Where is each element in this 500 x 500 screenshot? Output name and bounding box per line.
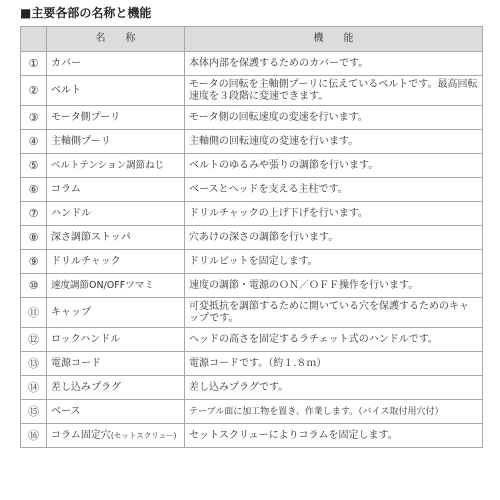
part-function: ドリルビットを固定します。	[185, 250, 483, 274]
part-name: キャップ	[47, 298, 185, 328]
table-row	[21, 400, 483, 424]
row-number: ⑬	[21, 352, 47, 376]
row-number: ⑧	[21, 226, 47, 250]
part-name-note: (セットスクリュー)	[110, 430, 177, 440]
part-function: テーブル面に加工物を置き、作業します。（バイス取付用穴付）	[185, 400, 483, 424]
row-number: ⑭	[21, 376, 47, 400]
part-name: ハンドル	[47, 202, 185, 226]
table-row	[21, 328, 483, 352]
part-name: 電源コード	[47, 352, 185, 376]
part-function: 差し込みプラグです。	[185, 376, 483, 400]
row-number: ⑨	[21, 250, 47, 274]
part-function: モータの回転を主軸側プーリに伝えているベルトです。最高回転速度を３段階に変速できます。	[185, 76, 483, 106]
part-function: セットスクリューによりコラムを固定します。	[185, 424, 483, 448]
table-row	[21, 130, 483, 154]
row-number: ⑩	[21, 274, 47, 298]
part-function: 本体内部を保護するためのカバーです。	[185, 52, 483, 76]
part-name: 速度調節ON/OFFツマミ	[47, 274, 185, 298]
row-number: ⑯	[21, 424, 47, 448]
table-row	[21, 154, 483, 178]
part-name: ドリルチャック	[47, 250, 185, 274]
row-number: ⑤	[21, 154, 47, 178]
part-name-cell	[47, 424, 185, 448]
row-number: ②	[21, 76, 47, 106]
row-number: ⑪	[21, 298, 47, 328]
table-row	[21, 178, 483, 202]
part-function: ヘッドの高さを固定するラチェット式のハンドルです。	[185, 328, 483, 352]
row-number: ⑥	[21, 178, 47, 202]
header-name: 名 称	[47, 27, 185, 52]
row-number: ④	[21, 130, 47, 154]
part-function: 可変抵抗を調節するために開いている穴を保護するためのキャップです。	[185, 298, 483, 328]
part-function: ドリルチャックの上げ下げを行います。	[185, 202, 483, 226]
part-function: ベースとヘッドを支える主柱です。	[185, 178, 483, 202]
row-number: ③	[21, 106, 47, 130]
table-row	[21, 250, 483, 274]
part-name: 差し込みプラグ	[47, 376, 185, 400]
row-number: ⑦	[21, 202, 47, 226]
table-header-row	[21, 27, 483, 52]
part-name: カバー	[47, 52, 185, 76]
table-row	[21, 352, 483, 376]
table-row	[21, 424, 483, 448]
row-number: ⑫	[21, 328, 47, 352]
header-number	[21, 27, 47, 52]
part-name: ロックハンドル	[47, 328, 185, 352]
table-row	[21, 106, 483, 130]
part-function: 電源コードです。（約１.８ｍ）	[185, 352, 483, 376]
part-name: 主軸側プーリ	[47, 130, 185, 154]
header-function: 機 能	[185, 27, 483, 52]
table-row	[21, 274, 483, 298]
part-name: 深さ調節ストッパ	[47, 226, 185, 250]
section-title: ■主要各部の名称と機能	[20, 6, 152, 20]
table-row	[21, 226, 483, 250]
table-row	[21, 376, 483, 400]
part-function: 速度の調節・電源のＯＮ／ＯＦＦ操作を行います。	[185, 274, 483, 298]
row-number: ⑮	[21, 400, 47, 424]
part-function: ベルトのゆるみや張りの調節を行います。	[185, 154, 483, 178]
table-row	[21, 298, 483, 328]
table-row	[21, 52, 483, 76]
table-row	[21, 76, 483, 106]
parts-table	[20, 26, 483, 448]
part-name: ベルト	[47, 76, 185, 106]
part-name: ベース	[47, 400, 185, 424]
part-name: ベルトテンション調節ねじ	[47, 154, 185, 178]
part-function: 穴あけの深さの調節を行います。	[185, 226, 483, 250]
part-function: モータ側の回転速度の変速を行います。	[185, 106, 483, 130]
part-name: モータ側プーリ	[47, 106, 185, 130]
row-number: ①	[21, 52, 47, 76]
table-row	[21, 202, 483, 226]
part-name: コラム固定穴	[51, 429, 111, 441]
part-function: 主軸側の回転速度の変速を行います。	[185, 130, 483, 154]
part-name: コラム	[47, 178, 185, 202]
